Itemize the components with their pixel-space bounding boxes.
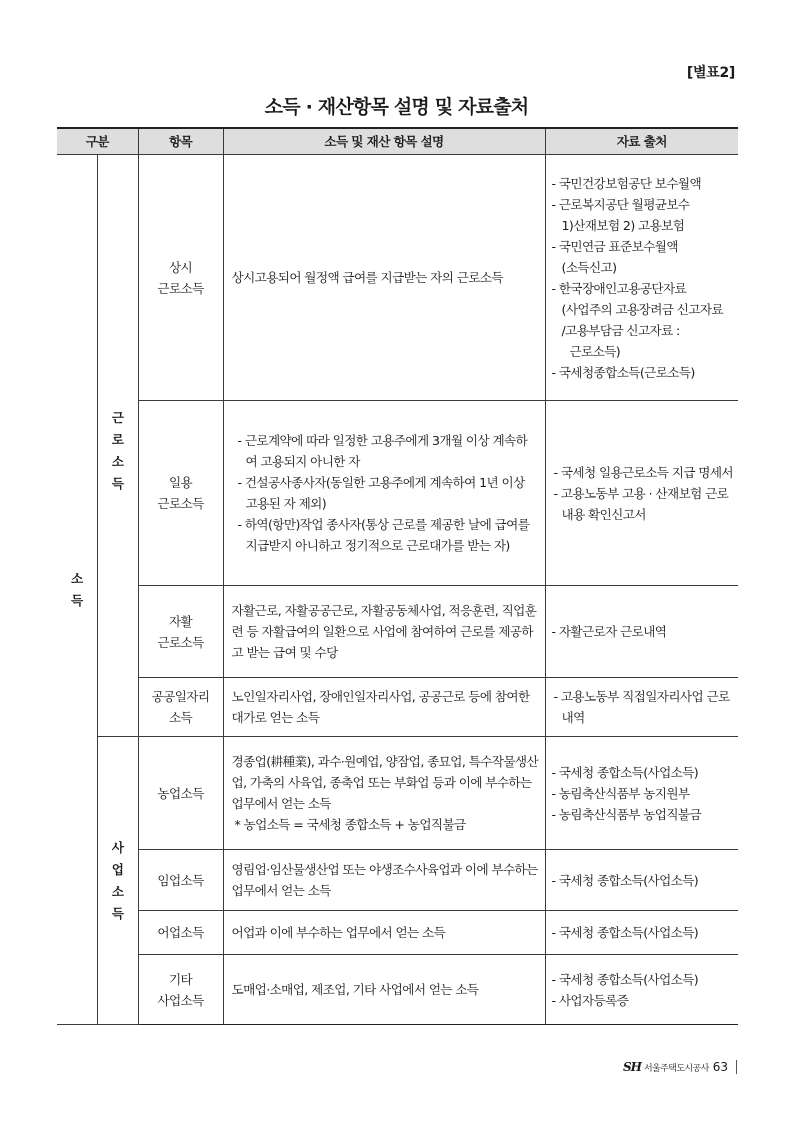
- source-cell: [545, 737, 738, 850]
- description-cell: [223, 155, 545, 401]
- table-row: [57, 737, 738, 850]
- source-text: - 한국장애인고용공단자료: [551, 280, 687, 296]
- item-label: 임업소득: [157, 872, 204, 888]
- source-text: (소득신고): [561, 259, 617, 275]
- group-char: 득: [70, 592, 83, 608]
- description-text: 경종업(耕種業), 과수·원예업, 양잠업, 종묘업, 특수작물생산업, 가축의 사육업, 종축업 또는 부화업 등과 이에 부수하는 업무에서 얻는 소득: [231, 754, 539, 811]
- item-label: 자활: [168, 613, 193, 629]
- header-item: 항목: [138, 128, 223, 155]
- table-row: [57, 155, 738, 401]
- table-row: [57, 955, 738, 1025]
- item-label: 근로소득: [157, 280, 204, 296]
- description-cell: [223, 737, 545, 850]
- subgroup-char: 근: [111, 410, 124, 425]
- subgroup-char: 득: [111, 905, 124, 921]
- subgroup-char: 득: [111, 476, 124, 491]
- item-label: 일용: [168, 475, 193, 490]
- item-label: 사업소득: [157, 992, 204, 1008]
- subgroup-char: 소: [111, 454, 124, 469]
- source-text: (사업주의 고용장려금 신고자료: [561, 301, 723, 317]
- description-text: 자활근로, 자활공공근로, 자활공동체사업, 적응훈련, 직업훈련 등 자활급여의 일환으로 사업에 참여하여 근로를 제공하고 받는 급여 및 수당: [231, 603, 537, 660]
- table-row: [57, 586, 738, 678]
- source-cell: [545, 586, 738, 678]
- page-number: 63: [712, 1060, 728, 1074]
- description-cell: [223, 955, 545, 1025]
- source-text: - 국세청종합소득(근로소득): [551, 364, 695, 380]
- subgroup-char: 소: [111, 883, 124, 899]
- item-label: 농업소득: [157, 785, 204, 801]
- table-row: [57, 678, 738, 737]
- source-text: - 자활근로자 근로내역: [551, 624, 667, 639]
- item-label: 소득: [168, 710, 193, 725]
- source-text: - 국세청 종합소득(사업소득): [551, 925, 699, 940]
- description-text: * 농업소득 = 국세청 종합소득 + 농업직불금: [234, 817, 466, 832]
- description-cell: [223, 586, 545, 678]
- source-cell: [545, 678, 738, 737]
- footer-divider: [736, 1060, 737, 1074]
- description-text: 노인일자리사업, 장애인일자리사업, 공공근로 등에 참여한 대가로 얻는 소득: [231, 689, 530, 725]
- source-cell: [545, 155, 738, 401]
- table-header-row: [57, 128, 738, 155]
- header-description: 소득 및 재산 항목 설명: [223, 128, 545, 155]
- source-text: - 고용노동부 직접일자리사업 근로내역: [553, 689, 730, 725]
- subgroup-business-income: [97, 737, 138, 1025]
- page-title: 소득 · 재산항목 설명 및 자료출처: [264, 96, 529, 118]
- source-text: - 국세청 종합소득(사업소득): [551, 764, 699, 780]
- item-cell: [138, 678, 223, 737]
- sh-logo: SH: [622, 1060, 641, 1074]
- description-text: 도매업·소매업, 제조업, 기타 사업에서 얻는 소득: [231, 982, 479, 997]
- item-label: 기타: [168, 971, 193, 987]
- subgroup-char: 로: [111, 432, 124, 447]
- source-text: - 국세청 종합소득(사업소득): [551, 971, 699, 987]
- source-text: - 농림축산식품부 농업직불금: [551, 806, 702, 822]
- source-cell: [545, 850, 738, 911]
- description-cell: [223, 911, 545, 955]
- item-cell: [138, 850, 223, 911]
- item-label: 어업소득: [157, 925, 204, 940]
- item-cell: [138, 737, 223, 850]
- source-text: - 고용노동부 고용 · 산재보험 근로내용 확인신고서: [553, 485, 729, 522]
- organization-name: 서울주택도시공사: [643, 1063, 709, 1074]
- source-text: - 국민연금 표준보수월액: [551, 238, 678, 254]
- income-items-table: [57, 127, 738, 1025]
- source-text: 근로소득): [569, 343, 621, 359]
- description-cell: [223, 678, 545, 737]
- source-text: - 근로복지공단 월평균보수: [551, 196, 690, 212]
- description-cell: [223, 850, 545, 911]
- description-text: 영림업·임산물생산업 또는 야생조수사육업과 이에 부수하는 업무에서 얻는 소득: [231, 862, 538, 898]
- item-label: 근로소득: [157, 634, 204, 650]
- table-row: [57, 401, 738, 586]
- source-text: - 국세청 일용근로소득 지급 명세서: [553, 464, 733, 480]
- description-text: - 건설공사종사자(동일한 고용주에게 계속하여 1년 이상 고용된 자 제외): [237, 475, 525, 511]
- source-text: - 사업자등록증: [551, 992, 629, 1008]
- item-label: 상시: [168, 259, 193, 275]
- item-label: 공공일자리: [151, 689, 210, 704]
- table-row: [57, 850, 738, 911]
- source-cell: [545, 401, 738, 586]
- description-cell: [223, 401, 545, 586]
- source-text: - 국민건강보험공단 보수월액: [551, 175, 702, 191]
- group-income: [57, 155, 97, 1025]
- description-text: 어업과 이에 부수하는 업무에서 얻는 소득: [231, 925, 446, 940]
- source-text: /고용부담금 신고자료 :: [561, 322, 680, 338]
- header-source: 자료 출처: [545, 128, 738, 155]
- source-cell: [545, 911, 738, 955]
- header-category: 구분: [57, 128, 138, 155]
- item-cell: [138, 911, 223, 955]
- subgroup-char: 사: [111, 839, 124, 855]
- source-cell: [545, 955, 738, 1025]
- subgroup-char: 업: [111, 861, 124, 877]
- group-char: 소: [70, 570, 83, 586]
- item-cell: [138, 586, 223, 678]
- description-text: - 근로계약에 따라 일정한 고용주에게 3개월 이상 계속하여 고용되지 아니한 자: [237, 433, 528, 469]
- item-label: 근로소득: [157, 496, 204, 511]
- source-text: - 국세청 종합소득(사업소득): [551, 872, 699, 888]
- annex-label: [별표2]: [686, 65, 735, 81]
- page-footer: [623, 1059, 737, 1075]
- item-cell: [138, 955, 223, 1025]
- source-text: - 농림축산식품부 농지원부: [551, 785, 690, 801]
- item-cell: [138, 401, 223, 586]
- subgroup-earned-income: [97, 155, 138, 737]
- table-row: [57, 911, 738, 955]
- description-text: - 하역(항만)작업 종사자(통상 근로를 제공한 날에 급여를 지급받지 아니하고 정기적으로 근로대가를 받는 자): [237, 517, 530, 553]
- source-text: 1)산재보험 2) 고용보험: [561, 217, 685, 233]
- description-text: 상시고용되어 월정액 급여를 지급받는 자의 근로소득: [231, 270, 503, 285]
- item-cell: [138, 155, 223, 401]
